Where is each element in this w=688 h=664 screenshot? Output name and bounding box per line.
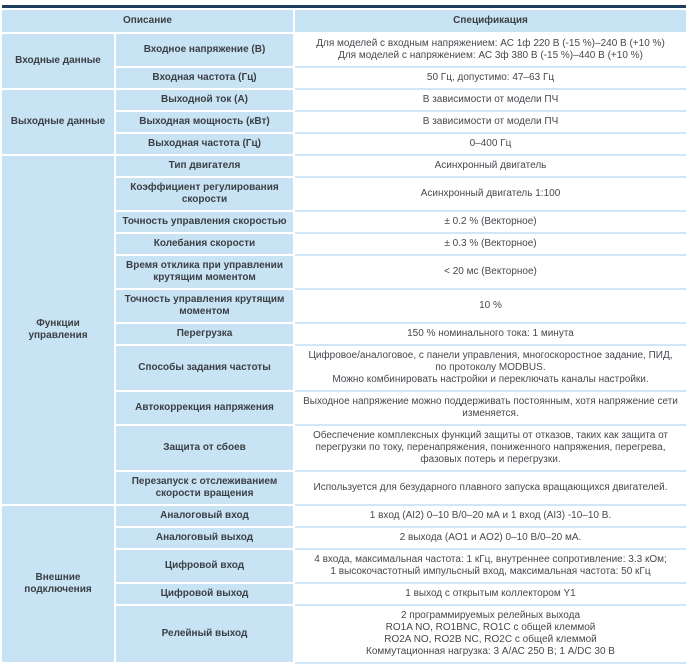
header-row <box>2 10 686 34</box>
table-row <box>2 506 686 528</box>
spec-line: Для моделей с входным напряжением: АС 1ф 220 В (-15 %)–240 В (+10 %) <box>316 38 665 49</box>
spec-line: В зависимости от модели ПЧ <box>422 94 559 105</box>
spec-table-body <box>2 34 686 664</box>
description-cell: Время отклика при управлении крутящим моментом <box>116 256 295 290</box>
spec-line: 1 вход (AI2) 0–10 В/0–20 мА и 1 вход (AI3) -10–10 В. <box>369 510 612 521</box>
spec-line: 10 % <box>479 300 502 311</box>
spec-line: Можно комбинировать настройки и переключать каналы настройки. <box>332 374 649 385</box>
spec-line: 1 высокочастотный импульсный вход, максимальная частота: 50 кГц <box>330 566 651 577</box>
column-header-specification: Спецификация <box>295 10 686 34</box>
category-cell: Выходные данные <box>2 90 116 156</box>
specification-cell <box>295 324 686 346</box>
spec-line: В зависимости от модели ПЧ <box>422 116 559 127</box>
specification-cell <box>295 34 686 68</box>
description-cell: Входная частота (Гц) <box>116 68 295 90</box>
spec-line: Цифровое/аналоговое, с панели управления, многоскоростное задание, ПИД, по протоколу MODBUS. <box>308 350 673 373</box>
description-cell: Аналоговый вход <box>116 506 295 528</box>
specification-cell <box>295 392 686 426</box>
description-cell: Точность управления крутящим моментом <box>116 290 295 324</box>
description-cell: Точность управления скоростью <box>116 212 295 234</box>
description-cell: Колебания скорости <box>116 234 295 256</box>
column-header-description: Описание <box>2 10 295 34</box>
spec-line: 50 Гц, допустимо: 47–63 Гц <box>426 72 555 83</box>
spec-line: Асинхронный двигатель 1:100 <box>420 188 561 199</box>
spec-line: Коммутационная нагрузка: 3 А/АС 250 В; 1 А/DC 30 В <box>366 646 615 657</box>
specification-cell <box>295 528 686 550</box>
table-top-border <box>2 5 686 8</box>
spec-line: Обеспечение комплексных функций защиты от отказов, таких как защита от перегрузки по току, перенапряжения, пониженного напряжения, перегрева, фазовых потерь и перегрузки. <box>312 430 669 465</box>
description-cell: Автокоррекция напряжения <box>116 392 295 426</box>
specification-cell <box>295 506 686 528</box>
table-row <box>2 90 686 112</box>
description-cell: Перезапуск с отслеживанием скорости вращения <box>116 472 295 506</box>
description-cell: Релейный выход <box>116 606 295 664</box>
spec-line: Используется для безударного плавного запуска вращающихся двигателей. <box>313 482 668 493</box>
description-cell: Коэффициент регулирования скорости <box>116 178 295 212</box>
spec-line: 2 программируемых релейных выхода <box>400 610 581 621</box>
spec-line: ± 0.3 % (Векторное) <box>444 238 537 249</box>
specification-cell <box>295 112 686 134</box>
description-cell: Аналоговый выход <box>116 528 295 550</box>
description-cell: Цифровой вход <box>116 550 295 584</box>
specification-cell <box>295 346 686 392</box>
spec-line: 0–400 Гц <box>469 138 512 149</box>
specification-cell <box>295 290 686 324</box>
specification-cell <box>295 178 686 212</box>
spec-line: ± 0.2 % (Векторное) <box>444 216 537 227</box>
specification-cell <box>295 134 686 156</box>
spec-line: 150 % номинального тока: 1 минута <box>407 328 574 339</box>
table-row <box>2 156 686 178</box>
category-cell: Функции управления <box>2 156 116 506</box>
specification-cell <box>295 606 686 664</box>
specification-cell <box>295 426 686 472</box>
category-cell: Входные данные <box>2 34 116 90</box>
spec-line: 4 входа, максимальная частота: 1 кГц, внутреннее сопротивление: 3.3 кОм; <box>314 554 667 565</box>
specification-cell <box>295 256 686 290</box>
description-cell: Входное напряжение (В) <box>116 34 295 68</box>
specifications-table <box>2 10 686 664</box>
specification-cell <box>295 90 686 112</box>
specification-cell <box>295 156 686 178</box>
spec-line: Асинхронный двигатель <box>434 160 547 171</box>
description-cell: Выходная мощность (кВт) <box>116 112 295 134</box>
specification-cell <box>295 472 686 506</box>
description-cell: Выходной ток (А) <box>116 90 295 112</box>
spec-line: RO1A NO, RO1BNC, RO1C с общей клеммой <box>385 622 596 633</box>
description-cell: Выходная частота (Гц) <box>116 134 295 156</box>
specification-cell <box>295 550 686 584</box>
specification-cell <box>295 584 686 606</box>
description-cell: Перегрузка <box>116 324 295 346</box>
description-cell: Способы задания частоты <box>116 346 295 392</box>
spec-line: RO2A NO, RO2B NC, RO2C с общей клеммой <box>384 634 597 645</box>
specification-cell <box>295 234 686 256</box>
specification-cell <box>295 212 686 234</box>
category-cell: Внешние подключения <box>2 506 116 664</box>
spec-line: 1 выход с открытым коллектором Y1 <box>405 588 576 599</box>
description-cell: Тип двигателя <box>116 156 295 178</box>
specification-cell <box>295 68 686 90</box>
description-cell: Защита от сбоев <box>116 426 295 472</box>
spec-line: 2 выхода (AO1 и AO2) 0–10 В/0–20 мА. <box>399 532 582 543</box>
spec-line: Выходное напряжение можно поддерживать постоянным, хотя напряжение сети изменяется. <box>303 396 678 419</box>
spec-line: Для моделей с напряжением: АС 3ф 380 В (-15 %)–440 В (+10 %) <box>338 50 643 61</box>
description-cell: Цифровой выход <box>116 584 295 606</box>
table-row <box>2 34 686 68</box>
spec-line: < 20 мс (Векторное) <box>444 266 537 277</box>
